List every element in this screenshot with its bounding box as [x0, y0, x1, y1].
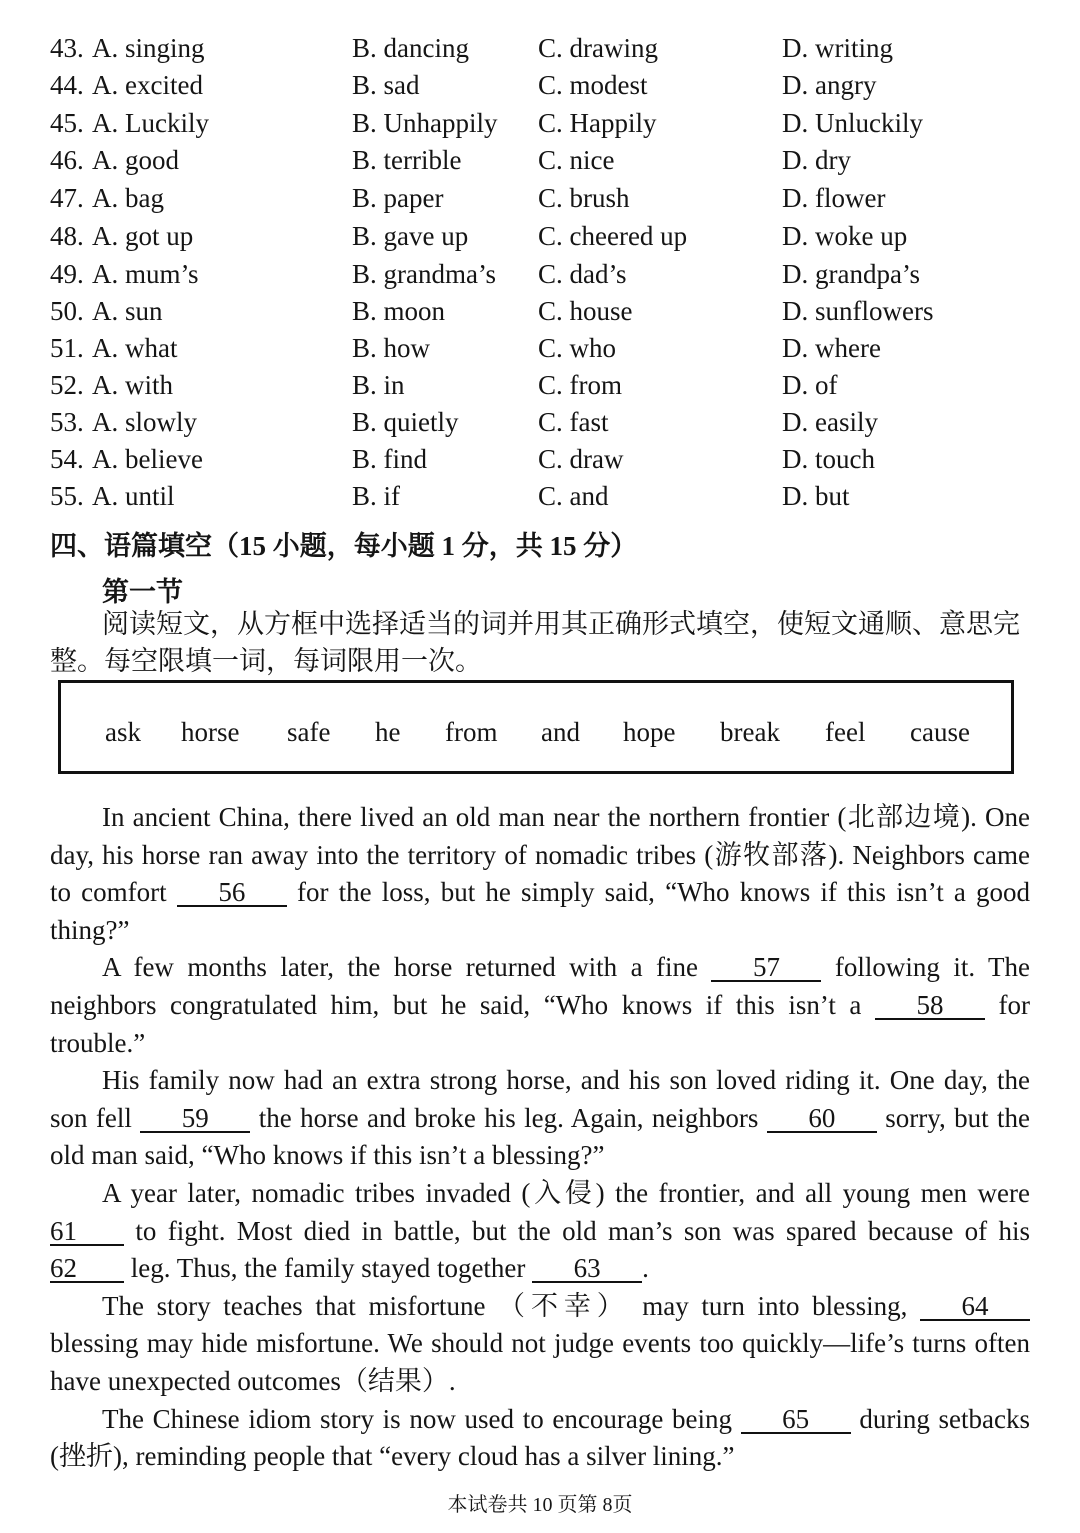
option-row-50 — [50, 296, 1050, 333]
option-b: B. in — [352, 370, 405, 400]
option-c: C. fast — [538, 407, 609, 437]
option-b: B. gave up — [352, 221, 469, 251]
option-a: A. mum’s — [92, 259, 199, 289]
question-number: 49. — [50, 259, 84, 289]
question-number: 45. — [50, 108, 84, 138]
section-title: 四、语篇填空（15 小题，每小题 1 分，共 15 分） — [50, 531, 638, 561]
word-box-item: from — [445, 717, 498, 747]
passage-text: following it. The neighbors congratulated him, but he said, “Who knows if this isn’t a — [50, 952, 1031, 1020]
option-c: C. cheered up — [538, 221, 688, 251]
word-box-item: break — [720, 717, 780, 747]
option-b: B. moon — [352, 296, 446, 326]
option-a: A. with — [92, 370, 173, 400]
passage-text: for the loss, but he simply said, “Who knows if this isn’t a good thing?” — [50, 877, 1031, 945]
option-d: D. Unluckily — [782, 108, 923, 138]
passage-text: sorry, but the old man said, “Who knows if this isn’t a blessing?” — [50, 1102, 1031, 1171]
option-a: A. got up — [92, 221, 194, 251]
option-c: C. modest — [538, 70, 648, 100]
option-b: B. paper — [352, 183, 444, 213]
blank-60: 60 — [767, 1105, 877, 1133]
passage-text: . — [642, 1253, 649, 1284]
option-row-48 — [50, 221, 1050, 258]
option-b: B. sad — [352, 70, 420, 100]
option-b: B. find — [352, 444, 428, 474]
word-box — [58, 680, 1014, 774]
subsection-title: 第一节 — [102, 577, 183, 607]
option-c: C. house — [538, 296, 633, 326]
option-a: A. good — [92, 145, 179, 175]
paragraph-3 — [50, 1062, 1030, 1175]
blank-62: 62 — [50, 1255, 124, 1283]
blank-57: 57 — [711, 954, 821, 982]
option-a: A. until — [92, 481, 175, 511]
option-row-54 — [50, 444, 1050, 481]
option-d: D. touch — [782, 444, 875, 474]
passage-text: for trouble.” — [50, 989, 1031, 1058]
paragraph-5 — [50, 1288, 1030, 1401]
option-c: C. from — [538, 370, 622, 400]
passage-text: The story teaches that misfortune （不幸） may turn into blessing, — [102, 1290, 908, 1321]
question-number: 44. — [50, 70, 84, 100]
question-number: 55. — [50, 481, 84, 511]
blank-59: 59 — [140, 1105, 250, 1133]
option-b: B. grandma’s — [352, 259, 496, 289]
passage-text: leg. Thus, the family stayed together — [130, 1253, 526, 1284]
option-row-47 — [50, 183, 1050, 220]
option-c: C. brush — [538, 183, 630, 213]
question-number: 47. — [50, 183, 84, 213]
option-d: D. grandpa’s — [782, 259, 920, 289]
blank-58: 58 — [875, 992, 985, 1020]
word-box-item: hope — [623, 717, 676, 747]
paragraph-6 — [50, 1401, 1030, 1476]
word-box-item: cause — [910, 717, 970, 747]
question-number: 50. — [50, 296, 84, 326]
option-row-45 — [50, 108, 1050, 145]
option-row-51 — [50, 333, 1050, 370]
word-box-item: he — [375, 717, 401, 747]
option-a: A. Luckily — [92, 108, 209, 138]
option-b: B. Unhappily — [352, 108, 498, 138]
option-a: A. singing — [92, 33, 205, 63]
option-row-49 — [50, 259, 1050, 296]
option-a: A. sun — [92, 296, 163, 326]
passage-text: A year later, nomadic tribes invaded (入侵) the frontier, and all young men were — [102, 1177, 1030, 1208]
passage — [50, 799, 1030, 1476]
option-row-55 — [50, 481, 1050, 518]
option-c: C. and — [538, 481, 609, 511]
blank-65: 65 — [741, 1406, 851, 1434]
option-d: D. dry — [782, 145, 851, 175]
option-d: D. but — [782, 481, 850, 511]
question-number: 54. — [50, 444, 84, 474]
option-a: A. believe — [92, 444, 203, 474]
option-row-43 — [50, 33, 1050, 70]
paragraph-4 — [50, 1175, 1030, 1288]
option-c: C. Happily — [538, 108, 657, 138]
option-a: A. what — [92, 333, 178, 363]
option-row-44 — [50, 70, 1050, 107]
option-d: D. easily — [782, 407, 878, 437]
option-a: A. excited — [92, 70, 203, 100]
option-c: C. draw — [538, 444, 624, 474]
word-box-item: safe — [287, 717, 331, 747]
option-c: C. nice — [538, 145, 615, 175]
option-d: D. writing — [782, 33, 893, 63]
option-row-53 — [50, 407, 1050, 444]
passage-text: to fight. Most died in battle, but the old man’s son was spared because of his — [135, 1215, 1031, 1246]
question-number: 48. — [50, 221, 84, 251]
option-d: D. woke up — [782, 221, 908, 251]
question-number: 53. — [50, 407, 84, 437]
blank-63: 63 — [532, 1255, 642, 1283]
option-d: D. flower — [782, 183, 886, 213]
option-a: A. slowly — [92, 407, 198, 437]
word-box-item: feel — [825, 717, 866, 747]
option-row-52 — [50, 370, 1050, 407]
word-box-item: ask — [105, 717, 141, 747]
option-b: B. terrible — [352, 145, 462, 175]
passage-text: blessing may hide misfortune. We should not judge events too quickly—life’s turns often have unexpected outcomes（结果）. — [50, 1328, 1030, 1396]
passage-text: A few months later, the horse returned with a fine — [102, 952, 698, 983]
option-d: D. sunflowers — [782, 296, 934, 326]
passage-text: In ancient China, there lived an old man near the northern frontier (北部边境). One day, his horse ran away into the territory of nomadic tribes (游牧部落). Neighbors came to comfort — [50, 802, 1030, 908]
word-box-item: and — [541, 717, 580, 747]
option-b: B. dancing — [352, 33, 469, 63]
passage-text: His family now had an extra strong horse, and his son loved riding it. One day, the son fell — [50, 1065, 1030, 1133]
option-b: B. how — [352, 333, 431, 363]
option-d: D. where — [782, 333, 881, 363]
option-a: A. bag — [92, 183, 164, 213]
word-box-item: horse — [181, 717, 240, 747]
question-number: 46. — [50, 145, 84, 175]
option-c: C. drawing — [538, 33, 658, 63]
option-row-46 — [50, 145, 1050, 182]
question-number: 43. — [50, 33, 84, 63]
blank-61: 61 — [50, 1218, 124, 1246]
blank-56: 56 — [177, 879, 287, 907]
option-c: C. dad’s — [538, 259, 627, 289]
question-number: 51. — [50, 333, 84, 363]
question-number: 52. — [50, 370, 84, 400]
passage-text: The Chinese idiom story is now used to encourage being — [102, 1403, 732, 1434]
option-b: B. quietly — [352, 407, 459, 437]
option-d: D. angry — [782, 70, 877, 100]
blank-64: 64 — [920, 1293, 1030, 1321]
option-b: B. if — [352, 481, 401, 511]
option-d: D. of — [782, 370, 838, 400]
instructions: 阅读短文，从方框中选择适当的词并用其正确形式填空，使短文通顺、意思完整。每空限填一词，每词限用一次。 — [50, 609, 1020, 676]
paragraph-2 — [50, 949, 1030, 1062]
page-footer: 本试卷共 10 页第 8页 — [447, 1494, 633, 1516]
option-c: C. who — [538, 333, 617, 363]
paragraph-1 — [50, 799, 1030, 949]
passage-text: the horse and broke his leg. Again, neighbors — [258, 1102, 759, 1133]
passage-text: during setbacks (挫折), reminding people that “every cloud has a silver lining.” — [50, 1403, 1030, 1472]
